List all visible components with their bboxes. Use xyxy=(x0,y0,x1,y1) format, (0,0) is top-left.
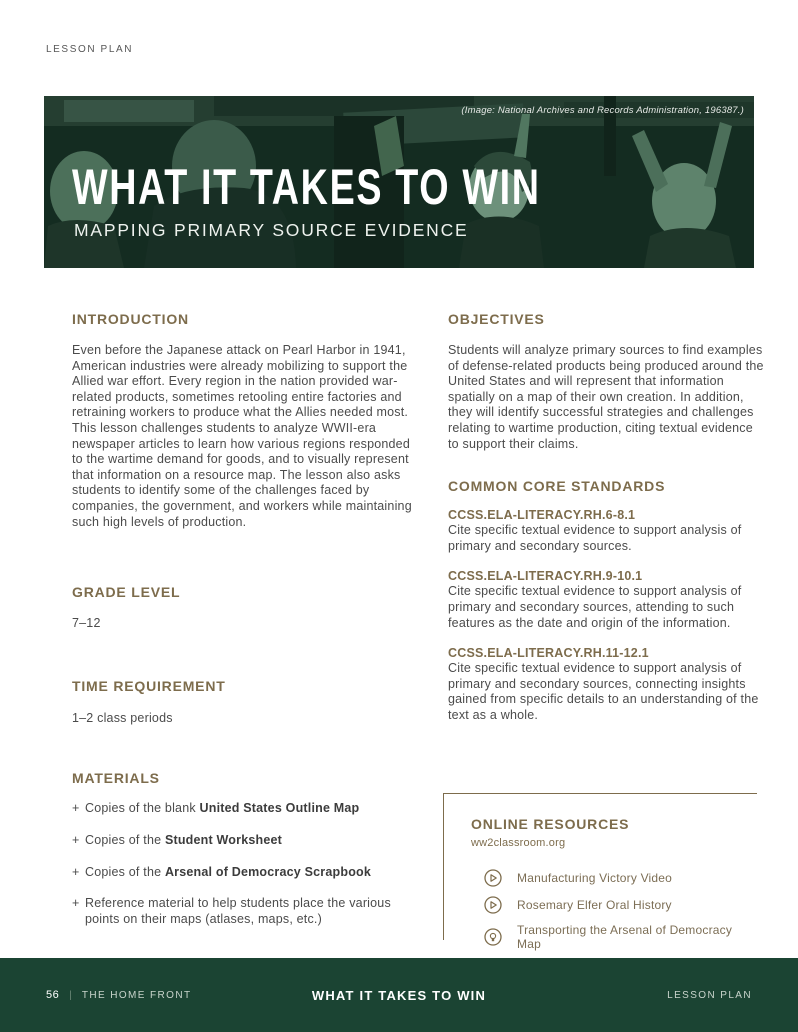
resource-link-item[interactable] xyxy=(484,896,757,914)
lightbulb-icon xyxy=(484,928,502,946)
grade-level-value: 7–12 xyxy=(72,616,101,631)
play-icon xyxy=(484,896,502,914)
play-icon xyxy=(484,869,502,887)
footer-section-label: THE HOME FRONT xyxy=(81,989,192,1001)
footer-lesson-title: WHAT IT TAKES TO WIN xyxy=(311,987,487,1003)
standard-item xyxy=(448,569,764,631)
standards-list xyxy=(448,508,764,723)
objectives-heading: OBJECTIVES xyxy=(448,311,545,327)
footer-left-group xyxy=(46,989,281,1001)
plus-bullet-icon: + xyxy=(72,896,80,911)
hero-title: WHAT IT TAKES TO WIN xyxy=(72,158,541,215)
left-column xyxy=(72,312,422,943)
materials-item-text: Copies of the blank United States Outline Map xyxy=(85,801,360,816)
materials-item xyxy=(72,801,422,817)
online-resources-heading: ONLINE RESOURCES xyxy=(471,816,630,832)
standard-description: Cite specific textual evidence to support analysis of primary and secondary sources, attending to such features as the date and origin of the information. xyxy=(448,584,742,630)
materials-item xyxy=(72,896,422,927)
standard-description: Cite specific textual evidence to support analysis of primary and secondary sources. xyxy=(448,523,742,553)
plus-bullet-icon: + xyxy=(72,864,80,879)
resource-link-label: Rosemary Elfer Oral History xyxy=(517,898,672,912)
footer-right-label: LESSON PLAN xyxy=(667,989,752,1001)
standards-heading: COMMON CORE STANDARDS xyxy=(448,478,666,495)
online-resources-site-url[interactable]: ww2classroom.org xyxy=(471,837,566,849)
standard-item xyxy=(448,646,764,723)
grade-level-heading: GRADE LEVEL xyxy=(72,584,181,601)
hero-image-credit: (Image: National Archives and Records Administration, 196387.) xyxy=(461,105,744,116)
online-resources-box xyxy=(443,793,757,951)
footer-page-number: 56 xyxy=(46,989,60,1001)
standard-code: CCSS.ELA-LITERACY.RH.6-8.1 xyxy=(448,508,636,523)
materials-item xyxy=(72,865,422,881)
objectives-body: Students will analyze primary sources to find examples of defense-related products being produced around the United States and will represent that information spatially on a map of their own creation. In addition, they will identify successful strategies and challenges relating to wartime production, citing textual evidence to support their claims. xyxy=(448,343,764,451)
materials-item xyxy=(72,833,422,849)
online-resources-list xyxy=(484,869,757,951)
time-requirement-value: 1–2 class periods xyxy=(72,710,173,725)
time-requirement-heading: TIME REQUIREMENT xyxy=(72,677,226,694)
standard-code: CCSS.ELA-LITERACY.RH.9-10.1 xyxy=(448,569,643,584)
materials-heading: MATERIALS xyxy=(72,770,160,787)
resource-link-label: Transporting the Arsenal of Democracy Map xyxy=(517,923,733,951)
standard-item xyxy=(448,508,764,554)
introduction-body: Even before the Japanese attack on Pearl Harbor in 1941, American industries were already mobilizing to support the Allied war effort. Every region in the nation provided war-related products, sometimes retooling entire factories and retraining workers to produce what the Allies needed most. This lesson challenges students to analyze WWII-era newspaper articles to learn how various regions responded to the wartime demand for goods, and to visually represent that information on a resource map. The lesson also asks students to identify some of the challenges faced by companies, the government, and workers while maintaining such high levels of production. xyxy=(72,343,412,529)
plus-bullet-icon: + xyxy=(72,832,80,847)
footer-separator: | xyxy=(69,989,72,1001)
introduction-heading: INTRODUCTION xyxy=(72,311,189,327)
standard-code: CCSS.ELA-LITERACY.RH.11-12.1 xyxy=(448,646,649,661)
resource-link-item[interactable] xyxy=(484,869,757,887)
materials-item-text: Copies of the Student Worksheet xyxy=(85,832,283,847)
standard-description: Cite specific textual evidence to support analysis of primary and secondary sources, connecting insights gained from specific details to an understanding of the text as a whole. xyxy=(448,661,759,722)
page-eyebrow-label: LESSON PLAN xyxy=(46,44,134,55)
right-column xyxy=(448,312,764,724)
materials-item-text: Copies of the Arsenal of Democracy Scrapbook xyxy=(85,864,372,879)
materials-item-text: Reference material to help students place the various points on their maps (atlases, maps, etc.) xyxy=(85,896,391,926)
hero-banner xyxy=(44,96,754,268)
materials-list xyxy=(72,801,422,927)
hero-subtitle: MAPPING PRIMARY SOURCE EVIDENCE xyxy=(74,220,469,240)
plus-bullet-icon: + xyxy=(72,801,80,816)
footer-bar xyxy=(0,958,798,1032)
resource-link-item[interactable] xyxy=(484,923,757,951)
resource-link-label: Manufacturing Victory Video xyxy=(517,871,673,885)
